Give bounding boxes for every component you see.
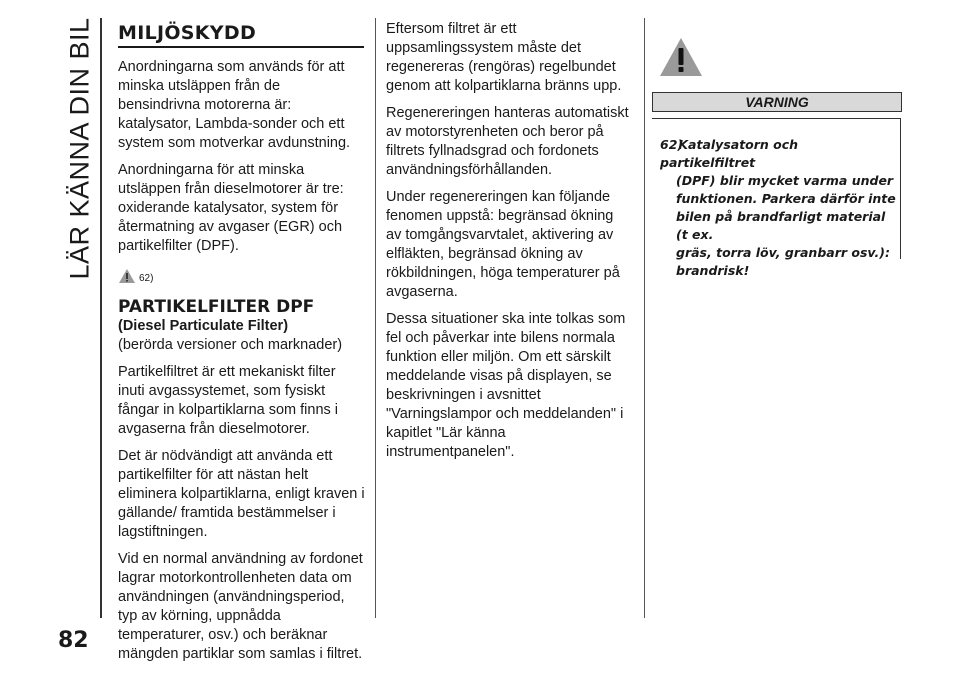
paragraph: Eftersom filtret är ett uppsamlingssystem måste det regenereras (rengöras) regelbundet genom att kolpartiklarna bränns upp. <box>386 21 622 94</box>
paragraph: Partikelfiltret är ett mekaniskt filter inuti avgassystemet, som fysiskt fångar in kolpartiklarna som finns i avgaserna från dieselmotorer. <box>118 364 339 437</box>
column-divider <box>644 18 645 618</box>
warning-reference-number: 62) <box>139 273 154 284</box>
warning-line-text: Katalysatorn och partikelfiltret <box>660 137 799 170</box>
paragraph: Anordningarna som används för att minska utsläppen från de bensindrivna motorerna är: katalysator, Lambda-sonder och ett system som motverkar avdunstning. <box>118 59 351 151</box>
warning-text <box>660 136 896 280</box>
warning-number: 62) <box>660 137 684 152</box>
warning-triangle-icon <box>118 268 136 284</box>
page-number: 82 <box>58 628 89 653</box>
warning-line: funktionen. Parkera därför inte <box>676 191 896 206</box>
subsection-note: (berörda versioner och marknader) <box>118 337 343 353</box>
paragraph: Det är nödvändigt att använda ett partikelfilter för att nästan helt eliminera kolpartiklarna, enligt kraven i gällande/ framtida bestämmelser i lagstiftningen. <box>118 448 365 540</box>
subsection-title: PARTIKELFILTER DPF <box>118 297 315 317</box>
side-section-title <box>58 18 102 278</box>
warning-line: (DPF) blir mycket varma under <box>676 173 894 188</box>
title-rule <box>118 46 364 48</box>
warning-header: VARNING <box>652 92 902 112</box>
column-divider <box>375 18 376 618</box>
warning-line <box>660 136 896 172</box>
paragraph: Regenereringen hanteras automatiskt av motorstyrenheten och beror på filtrets fyllnadsgrad och fordonets användningsförhållanden. <box>386 105 629 178</box>
warning-line: bilen på brandfarligt material (t ex. <box>676 209 886 242</box>
side-section-title-text: LÄR KÄNNA DIN BIL <box>64 16 95 280</box>
warning-reference <box>118 264 366 284</box>
warning-triangle-icon <box>658 36 704 78</box>
warning-line: brandrisk! <box>676 263 750 278</box>
warning-line: gräs, torra löv, granbarr osv.): <box>676 245 890 260</box>
column-middle <box>386 20 630 470</box>
side-rule <box>100 18 102 618</box>
paragraph: Anordningarna för att minska utsläppen från dieselmotorer är tre: oxiderande katalysator, system för återmatning av avgaser (EGR) och partikelfilter (DPF). <box>118 162 344 254</box>
section-title: MILJÖSKYDD <box>118 22 257 44</box>
column-left <box>118 20 366 672</box>
paragraph: Dessa situationer ska inte tolkas som fel och påverkar inte bilens normala funktion eller miljön. Om ett särskilt meddelande visas på displayen, se beskrivningen i avsnittet "Varningslampor och meddelanden" i kapitlet "Lär känna instrumentpanelen". <box>386 311 626 460</box>
paragraph: Under regenereringen kan följande fenomen uppstå: begränsad ökning av tomgångsvarvtalet, aktivering av elfläkten, begränsad ökning av rökbildningen, höga temperaturer på avgaserna. <box>386 189 620 300</box>
paragraph: Vid en normal användning av fordonet lagrar motorkontrollenheten data om användningen (användningsperiod, typ av körning, uppnådda temperaturer, osv.) och beräknar mängden partiklar som samlas i filtret. <box>118 551 363 662</box>
subsection-subtitle: (Diesel Particulate Filter) <box>118 318 289 334</box>
